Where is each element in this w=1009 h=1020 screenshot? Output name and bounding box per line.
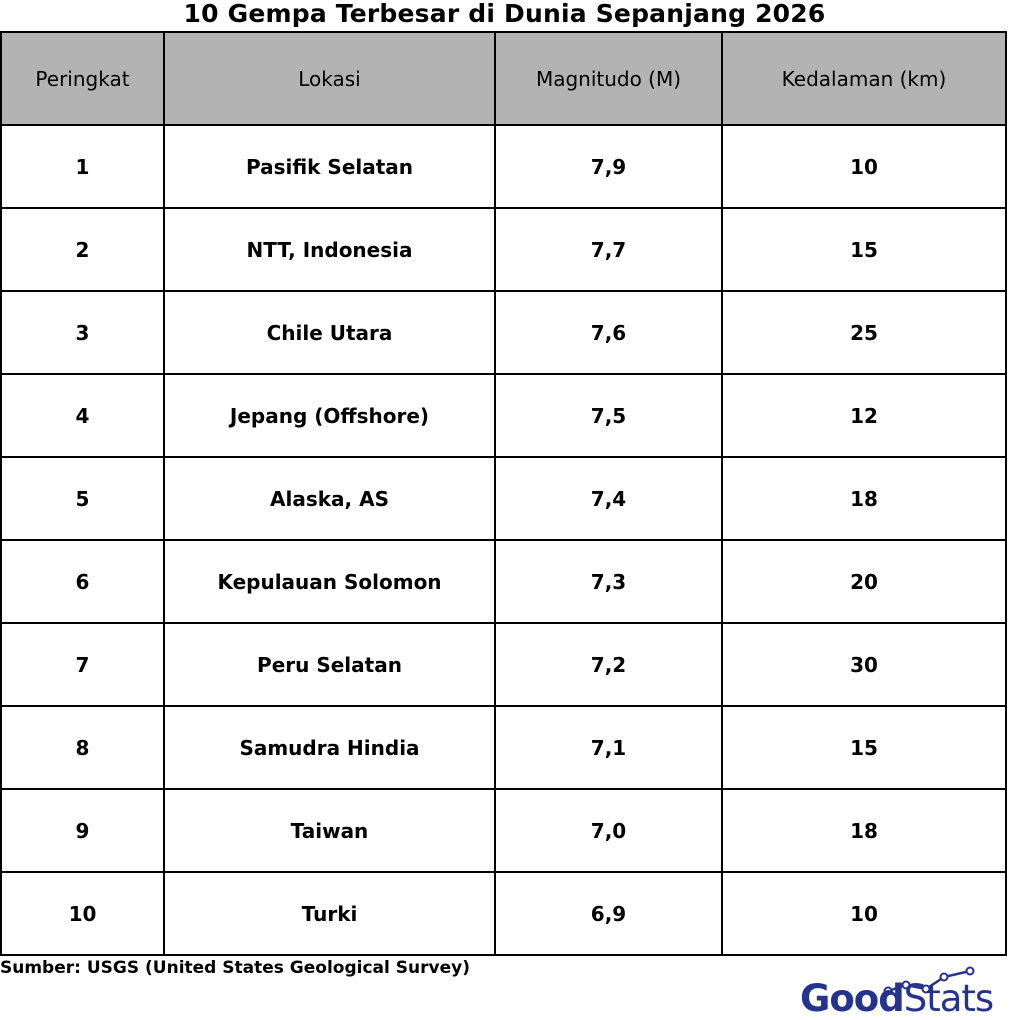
cell-kedalaman: 10: [722, 872, 1006, 955]
cell-kedalaman: 20: [722, 540, 1006, 623]
cell-magnitudo: 7,4: [495, 457, 722, 540]
source-note: Sumber: USGS (United States Geological Survey): [0, 958, 470, 978]
cell-peringkat: 10: [1, 872, 164, 955]
cell-lokasi: Pasifik Selatan: [164, 125, 495, 208]
table-row: [1, 208, 1006, 291]
table-row: [1, 374, 1006, 457]
cell-kedalaman: 15: [722, 208, 1006, 291]
table-row: [1, 789, 1006, 872]
cell-kedalaman: 18: [722, 789, 1006, 872]
cell-lokasi: Samudra Hindia: [164, 706, 495, 789]
cell-magnitudo: 7,2: [495, 623, 722, 706]
table-body: [1, 125, 1006, 955]
cell-magnitudo: 6,9: [495, 872, 722, 955]
cell-lokasi: Chile Utara: [164, 291, 495, 374]
table-row: [1, 291, 1006, 374]
header-kedalaman: Kedalaman (km): [722, 32, 1006, 125]
cell-magnitudo: 7,3: [495, 540, 722, 623]
table-row: [1, 623, 1006, 706]
cell-peringkat: 6: [1, 540, 164, 623]
goodstats-logo: [800, 965, 1000, 1020]
chart-title: 10 Gempa Terbesar di Dunia Sepanjang 2026: [183, 0, 826, 28]
table-row: [1, 706, 1006, 789]
cell-magnitudo: 7,7: [495, 208, 722, 291]
cell-kedalaman: 15: [722, 706, 1006, 789]
cell-lokasi: Kepulauan Solomon: [164, 540, 495, 623]
cell-lokasi: Alaska, AS: [164, 457, 495, 540]
logo-stats-text: Stats: [903, 977, 994, 1020]
cell-magnitudo: 7,6: [495, 291, 722, 374]
table-header: [1, 32, 1006, 125]
cell-lokasi: NTT, Indonesia: [164, 208, 495, 291]
cell-magnitudo: 7,1: [495, 706, 722, 789]
cell-magnitudo: 7,5: [495, 374, 722, 457]
table-row: [1, 125, 1006, 208]
cell-kedalaman: 30: [722, 623, 1006, 706]
header-lokasi: Lokasi: [164, 32, 495, 125]
header-magnitudo: Magnitudo (M): [495, 32, 722, 125]
cell-magnitudo: 7,0: [495, 789, 722, 872]
cell-lokasi: Peru Selatan: [164, 623, 495, 706]
cell-kedalaman: 18: [722, 457, 1006, 540]
header-peringkat: Peringkat: [1, 32, 164, 125]
cell-peringkat: 9: [1, 789, 164, 872]
cell-peringkat: 1: [1, 125, 164, 208]
cell-magnitudo: 7,9: [495, 125, 722, 208]
cell-peringkat: 5: [1, 457, 164, 540]
table-row: [1, 540, 1006, 623]
cell-peringkat: 7: [1, 623, 164, 706]
cell-peringkat: 2: [1, 208, 164, 291]
cell-kedalaman: 10: [722, 125, 1006, 208]
cell-lokasi: Jepang (Offshore): [164, 374, 495, 457]
table-row: [1, 872, 1006, 955]
cell-kedalaman: 25: [722, 291, 1006, 374]
earthquake-table: [0, 31, 1007, 956]
header-row: [1, 32, 1006, 125]
cell-peringkat: 3: [1, 291, 164, 374]
cell-kedalaman: 12: [722, 374, 1006, 457]
logo-good-text: Good: [800, 977, 904, 1020]
cell-lokasi: Turki: [164, 872, 495, 955]
table-row: [1, 457, 1006, 540]
cell-peringkat: 8: [1, 706, 164, 789]
logo-wordmark: [800, 979, 993, 1019]
cell-peringkat: 4: [1, 374, 164, 457]
cell-lokasi: Taiwan: [164, 789, 495, 872]
